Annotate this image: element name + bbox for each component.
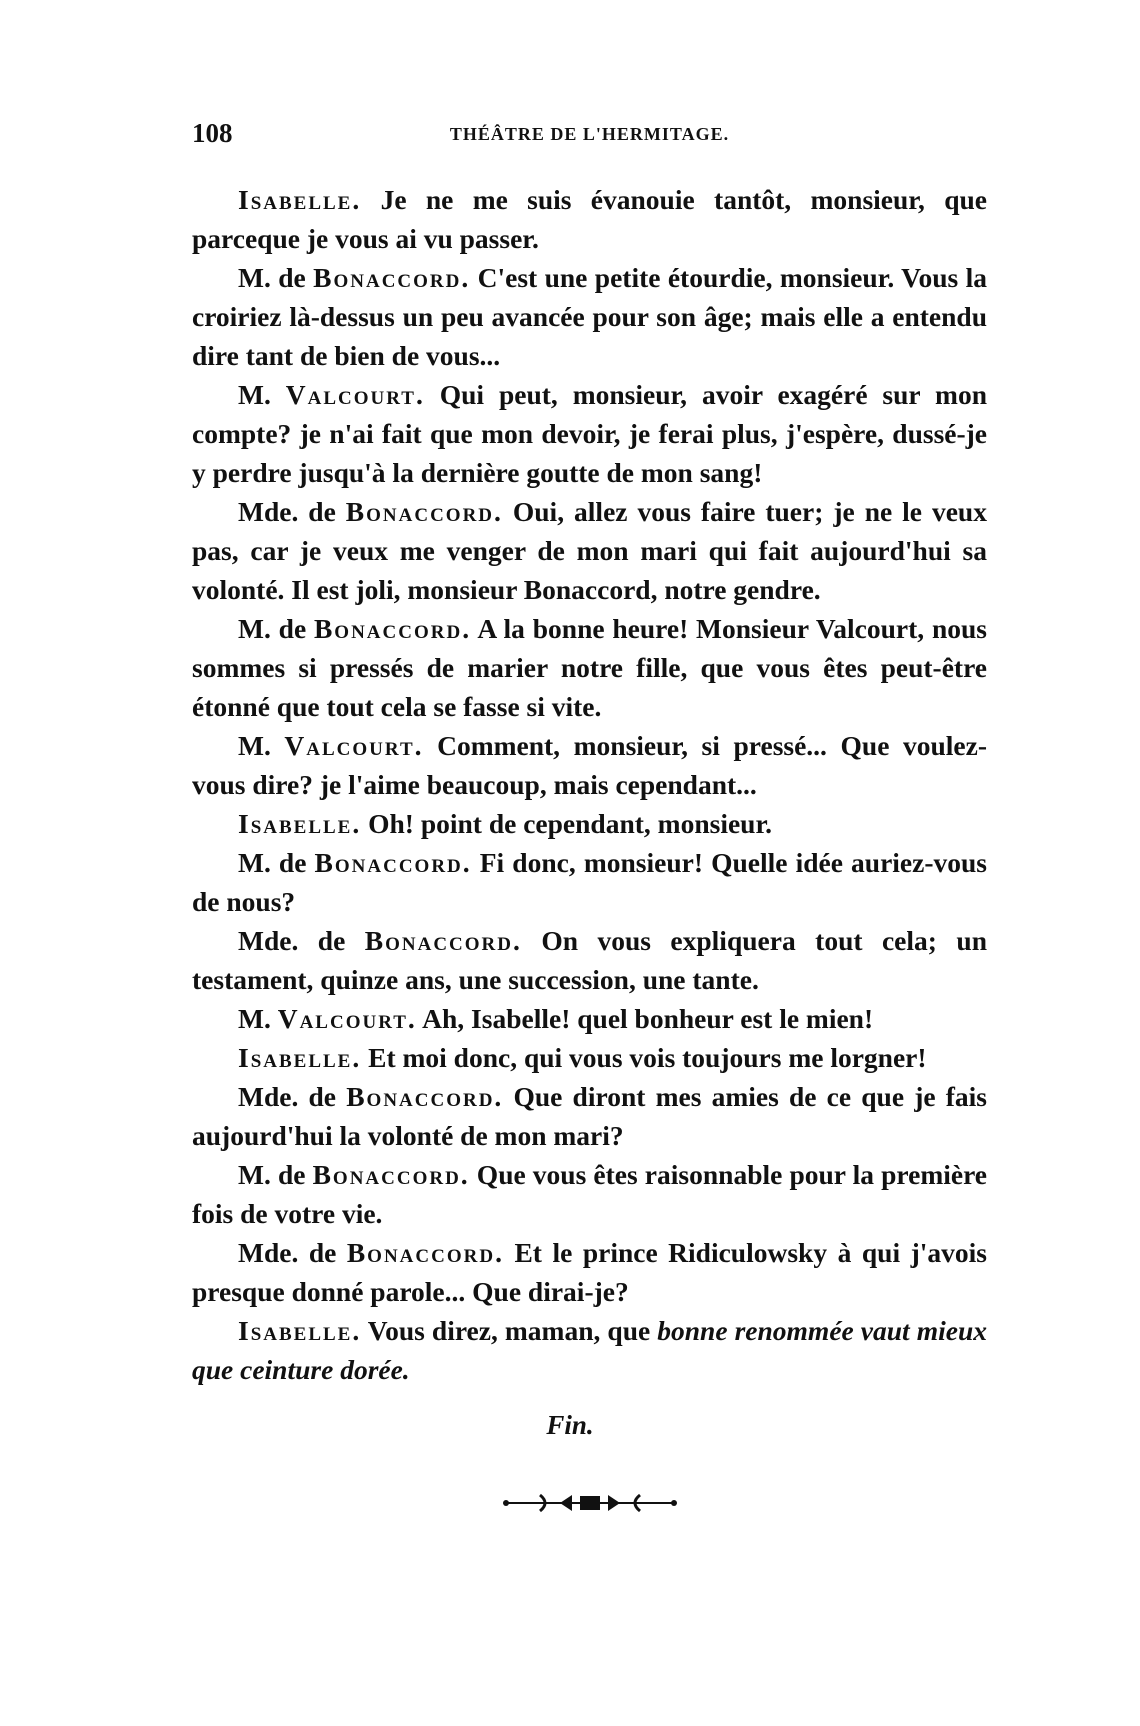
- paragraph: [192, 921, 987, 999]
- end-ornament-icon: [500, 1490, 680, 1516]
- speaker-name: [238, 379, 425, 410]
- speaker-surname: Bonaccord.: [346, 1081, 504, 1112]
- speaker-surname: Isabelle.: [238, 184, 362, 215]
- speaker-title: M. de: [238, 262, 314, 293]
- proverb-italic: bonne renommée vaut mieux que ceinture dorée.: [192, 1315, 987, 1385]
- running-title: THÉÂTRE DE L'HERMITAGE.: [449, 124, 730, 144]
- speaker-surname: Bonaccord.: [314, 847, 472, 878]
- speaker-name: [238, 1237, 504, 1268]
- speaker-name: Isabelle.: [238, 1315, 362, 1346]
- paragraph-final: [192, 1311, 987, 1389]
- speaker-surname: Isabelle.: [238, 1042, 362, 1073]
- speaker-title: M.: [238, 379, 286, 410]
- speaker-title: M. de: [238, 1159, 313, 1190]
- speaker-name: [238, 184, 361, 215]
- speech-text: Que vous êtes raisonnable pour la première fois de votre vie.: [192, 1159, 988, 1229]
- speaker-surname: Bonaccord.: [345, 496, 503, 527]
- speaker-surname: Isabelle.: [238, 808, 362, 839]
- speaker-name: [238, 1081, 503, 1112]
- speaker-title: Mde. de: [238, 1237, 347, 1268]
- speaker-title: M.: [238, 1003, 278, 1034]
- paragraph: [192, 726, 987, 804]
- speech-text: C'est une petite étourdie, monsieur. Vous la croiriez là-dessus un peu avancée pour son âge; mais elle a entendu dire tant de bien de vous...: [192, 262, 987, 371]
- fin-label: Fin.: [546, 1410, 594, 1440]
- speech-text: Oui, allez vous faire tuer; je ne le veux pas, car je veux me venger de mon mari qui fait aujourd'hui sa volonté. Il est joli, monsieur Bonaccord, notre gendre.: [192, 496, 987, 605]
- paragraph: [192, 999, 987, 1038]
- speaker-title: M. de: [238, 613, 314, 644]
- dialogue: [192, 180, 987, 1311]
- speech-text: Et le prince Ridiculowsky à qui j'avois presque donné parole... Que dirai-je?: [192, 1237, 987, 1307]
- speaker-title: Mde. de: [238, 496, 346, 527]
- paragraph: [192, 375, 987, 492]
- speaker-title: M. de: [238, 847, 315, 878]
- speaker-surname: Valcourt.: [277, 1003, 417, 1034]
- paragraph: [192, 1038, 987, 1077]
- paragraph: [192, 804, 987, 843]
- speaker-name: [238, 613, 471, 644]
- speaker-name: [238, 1003, 417, 1034]
- speech-text: Oh! point de cependant, monsieur.: [361, 808, 773, 839]
- body-text: [192, 180, 987, 1389]
- paragraph: [192, 1077, 987, 1155]
- speaker-name: [238, 925, 522, 956]
- page-header: [192, 118, 987, 158]
- speech-text: On vous expliquera tout cela; un testament, quinze ans, une succession, une tante.: [192, 925, 987, 995]
- speaker-title: Mde. de: [238, 1081, 347, 1112]
- speaker-surname: Bonaccord.: [313, 613, 472, 644]
- speaker-surname: Bonaccord.: [346, 1237, 504, 1268]
- speaker-name: [238, 808, 361, 839]
- speech-text: Ah, Isabelle! quel bonheur est le mien!: [416, 1003, 874, 1034]
- paragraph: [192, 258, 987, 375]
- speaker-surname: Bonaccord.: [312, 1159, 470, 1190]
- page-number: 108: [192, 118, 233, 148]
- speaker-name: [238, 262, 470, 293]
- speaker-name: [238, 1042, 361, 1073]
- speaker-name: [238, 1159, 470, 1190]
- speaker-title: M.: [238, 730, 285, 761]
- speaker-name: [238, 496, 503, 527]
- speech-text: Et moi donc, qui vous vois toujours me lorgner!: [361, 1042, 927, 1073]
- paragraph: [192, 1233, 987, 1311]
- paragraph: [192, 1155, 987, 1233]
- speaker-surname: Bonaccord.: [313, 262, 471, 293]
- speaker-surname: Bonaccord.: [364, 925, 522, 956]
- speaker-name: [238, 730, 424, 761]
- paragraph: [192, 843, 987, 921]
- speaker-surname: Valcourt.: [284, 730, 424, 761]
- speaker-title: Mde. de: [238, 925, 365, 956]
- speech-text: Comment, monsieur, si pressé... Que voulez-vous dire? je l'aime beaucoup, mais cependant...: [192, 730, 987, 800]
- speech-text: A la bonne heure! Monsieur Valcourt, nous sommes si pressés de marier notre fille, que vous êtes peut-être étonné que tout cela se fasse si vite.: [192, 613, 987, 722]
- paragraph: [192, 609, 987, 726]
- paragraph: [192, 180, 987, 258]
- speech-text: Fi donc, monsieur! Quelle idée auriez-vous de nous?: [192, 847, 987, 917]
- speech-text: Vous direz, maman, que: [361, 1315, 658, 1346]
- speaker-surname: Valcourt.: [285, 379, 425, 410]
- speech-text: Que diront mes amies de ce que je fais aujourd'hui la volonté de mon mari?: [192, 1081, 987, 1151]
- paragraph: [192, 492, 987, 609]
- speech-text: Je ne me suis évanouie tantôt, monsieur, que parceque je vous ai vu passer.: [192, 184, 987, 254]
- speaker-name: [238, 847, 472, 878]
- speech-text: Qui peut, monsieur, avoir exagéré sur mon compte? je n'ai fait que mon devoir, je ferai plus, j'espère, dussé-je y perdre jusqu'à la dernière goutte de mon sang!: [192, 379, 987, 488]
